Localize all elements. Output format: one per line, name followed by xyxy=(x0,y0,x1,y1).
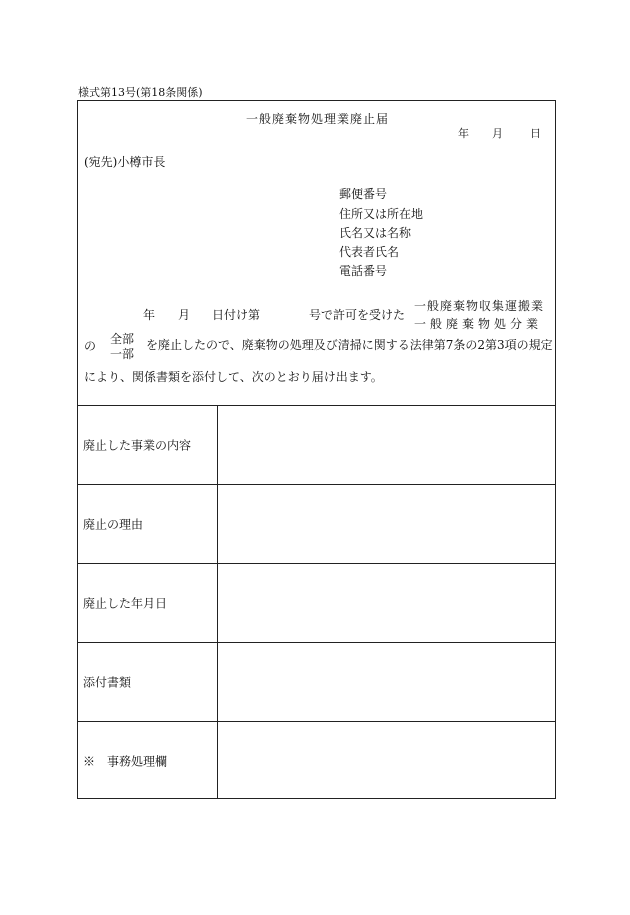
permit-received-label: 号で許可を受けた xyxy=(309,308,406,322)
declaration-text-line-1: を廃止したので、廃棄物の処理及び清掃に関する法律第7条の2第3項の規定 xyxy=(146,338,553,352)
applicant-representative-label: 代表者氏名 xyxy=(339,245,400,259)
date-year-label: 年 xyxy=(458,127,469,140)
abolition-date-field[interactable] xyxy=(217,564,556,642)
table-row xyxy=(77,405,556,484)
business-content-field[interactable] xyxy=(217,406,556,484)
business-type-disposal: 一般廃棄物処分業 xyxy=(414,317,543,331)
office-use-field xyxy=(217,722,556,799)
permit-dated-number-label: 日付け第 xyxy=(212,308,261,322)
table-row xyxy=(77,484,556,563)
date-month-label: 月 xyxy=(492,127,503,140)
scope-all: 全部 xyxy=(110,332,135,346)
applicant-name-label: 氏名又は名称 xyxy=(339,226,412,240)
scope-particle: の xyxy=(84,339,97,353)
applicant-address-label: 住所又は所在地 xyxy=(339,207,424,221)
row-label-abolition-date: 廃止した年月日 xyxy=(83,596,168,611)
addressee: (宛先)小樽市長 xyxy=(84,155,166,169)
scope-part: 一部 xyxy=(110,347,135,361)
applicant-phone-label: 電話番号 xyxy=(339,264,388,278)
attachments-field[interactable] xyxy=(217,643,556,721)
row-label-attachments: 添付書類 xyxy=(83,675,132,690)
details-table xyxy=(77,405,556,799)
table-row xyxy=(77,721,556,799)
applicant-postal-code-label: 郵便番号 xyxy=(339,187,388,201)
declaration-text-line-2: により、関係書類を添付して、次のとおり届け出ます。 xyxy=(84,370,383,384)
permit-month-label: 月 xyxy=(178,308,191,322)
form-number: 様式第13号(第18条関係) xyxy=(78,86,203,99)
business-type-collection: 一般廃棄物収集運搬業 xyxy=(414,299,545,313)
row-label-office-use: ※ 事務処理欄 xyxy=(83,754,168,768)
permit-year-label: 年 xyxy=(143,308,156,322)
form-title: 一般廃棄物処理業廃止届 xyxy=(246,112,390,126)
reason-field[interactable] xyxy=(217,485,556,563)
row-label-business-content: 廃止した事業の内容 xyxy=(83,438,192,453)
table-row xyxy=(77,563,556,642)
date-day-label: 日 xyxy=(530,127,541,140)
table-row xyxy=(77,642,556,721)
row-label-reason: 廃止の理由 xyxy=(83,517,144,532)
